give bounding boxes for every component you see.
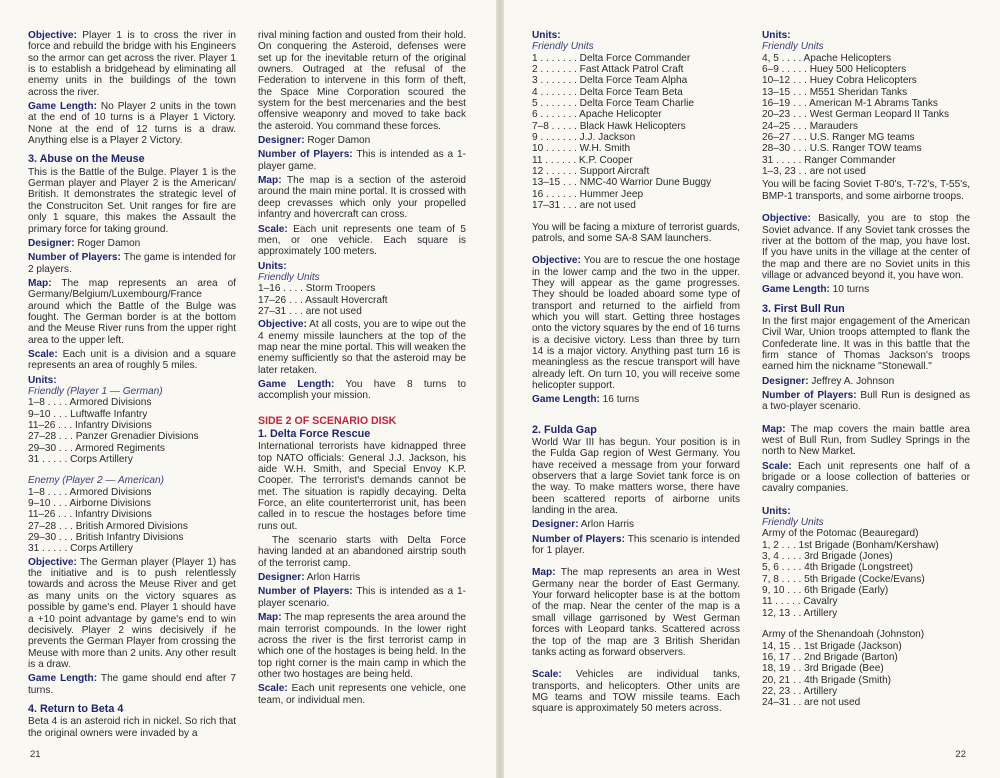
list-item: 1, 2 . . . 1st Brigade (Bonham/Kershaw) — [762, 539, 939, 551]
left-column-1 — [28, 30, 236, 742]
objective-label: Objective: — [532, 255, 581, 267]
objective-text: You are to rescue the one hostage in the lower camp and the two in the upper. They will appear as the game progresses. They should be loaded aboard some type of transport and returned to the airfield from which you will start. Getting three hostages onto the victory squares by the end of 16 turns is a decisive victory. Less than three by turn 14 is a major victory. Anything past turn 16 is meaningless as the rescue transport will have already left. On turn 10, you will receive some helicopter support. — [532, 255, 740, 391]
map-text: The map represents an area in West Germany near the border of East Germany. Your forward helicopter base is at the bottom of the map. Near the center of the map is a small village garrisoned by West German forces with Leopard tanks. Scattered across the top of the map are 3 British Sheridan tanks acting as forward observers. — [532, 567, 740, 658]
scale-text: Vehicles are individual tanks, transports, and helicopters. Other units are MG teams and TOW missile teams. Each square is approximately 50 meters across. — [532, 669, 740, 715]
right-column-2 — [762, 30, 970, 711]
side-2-heading: SIDE 2 OF SCENARIO DISK — [258, 414, 397, 427]
section-title-first-bull-run: 3. First Bull Run — [762, 302, 845, 315]
list-item: 11–26 . . . Infantry Divisions — [28, 420, 152, 431]
scale-label: Scale: — [532, 669, 562, 681]
designer-label: Designer: — [258, 572, 305, 584]
map-text: The map is a section of the asteroid around the main mine portal. It is crossed with deep crevasses which only your propelled infantry and hovercraft can cross. — [258, 175, 466, 221]
players-label: Number of Players: — [762, 389, 857, 401]
list-item: 27–31 . . . are not used — [258, 305, 362, 317]
list-item: 12, 13 . . Artillery — [762, 607, 838, 619]
game-length-label: Game Length: — [28, 673, 98, 685]
designer-label: Designer: — [762, 375, 809, 387]
list-item: 9 . . . . . . . J.J. Jackson — [532, 132, 636, 144]
section-intro: Beta 4 is an asteroid rich in nickel. So rich that the original owners were invaded by a — [28, 716, 236, 739]
right-page — [504, 0, 1000, 778]
unit-list-enemy — [28, 487, 236, 555]
game-length-label: Game Length: — [28, 101, 97, 113]
units-label: Units: — [762, 30, 791, 41]
unit-list-friendly — [762, 53, 970, 178]
list-item: 1–3, 23 . . are not used — [762, 166, 866, 178]
list-item: 3, 4 . . . . 3rd Brigade (Jones) — [762, 551, 893, 563]
list-item: 16–19 . . . American M-1 Abrams Tanks — [762, 98, 938, 110]
list-item: 29–30 . . . British Infantry Divisions — [28, 532, 184, 544]
players-label: Number of Players: — [28, 252, 121, 264]
list-item: 9–10 . . . Luftwaffe Infantry — [28, 408, 148, 420]
list-item: 3 . . . . . . . Delta Force Team Alpha — [532, 75, 688, 87]
list-item: 16 . . . . . . Hummer Jeep — [532, 188, 644, 200]
objective-label: Objective: — [762, 213, 811, 225]
section-intro: In the first major engagement of the American Civil War, Union troops attempted to flank the Confederate line. It was in this battle that the firm stance of Thomas Jackson's troops earned him the nickname "Stonewall." — [762, 315, 970, 373]
section-title-abuse-on-the-meuse: 3. Abuse on the Meuse — [28, 153, 145, 166]
list-item: 4 . . . . . . . Delta Force Team Beta — [532, 86, 683, 98]
list-item: 10 . . . . . . W.H. Smith — [532, 143, 631, 155]
left-page — [0, 0, 496, 778]
list-item: 22, 23 . . Artillery — [762, 685, 838, 697]
designer-label: Designer: — [532, 519, 579, 531]
page-number-right: 22 — [955, 749, 966, 760]
map-label: Map: — [532, 567, 556, 579]
list-item: 11 . . . . . . K.P. Cooper — [532, 154, 633, 166]
friendly-units-label: Friendly Units — [762, 517, 824, 529]
left-column-2 — [258, 30, 466, 709]
list-item: 29–30 . . . Armored Regiments — [28, 442, 165, 454]
scale-label: Scale: — [258, 683, 288, 695]
list-item: 12 . . . . . . Support Aircraft — [532, 166, 650, 178]
list-item: 24–25 . . . Marauders — [762, 120, 858, 132]
players-label: Number of Players: — [532, 533, 625, 545]
facing-text: You will be facing a mixture of terrorist guards, patrols, and some SA-8 SAM launchers. — [532, 221, 740, 244]
list-item: 10–12 . . . Huey Cobra Helicopters — [762, 75, 917, 87]
scale-text: Each unit represents one team of 5 men, or one vehicle. Each square is approximately 100 meters. — [258, 223, 466, 258]
players-text: The game is intended for 2 players. — [28, 252, 236, 275]
list-item: 1–16 . . . . Storm Troopers — [258, 283, 376, 295]
unit-list-friendly — [28, 397, 236, 465]
friendly-units-label: Friendly Units — [532, 41, 594, 53]
section-intro: International terrorists have kidnapped three top NATO officials: General J.J. Jackson, his aide W.H. Smith, and Special Envoy K.P. Cooper. The terrorist's demands cannot be met. The situation is rapidly decaying. Delta Force, an elite counterterrorist unit, has been called in to rescue the hostages before time runs out. — [258, 441, 466, 532]
players-text: Bull Run is designed as a two-player scenario. — [762, 389, 971, 413]
game-length-label: Game Length: — [258, 378, 335, 390]
scale-text: Each unit represents one vehicle, one team, or individual men. — [258, 683, 466, 706]
right-column-1 — [532, 30, 740, 718]
map-label: Map: — [762, 423, 786, 435]
section-title-return-to-beta-4: 4. Return to Beta 4 — [28, 702, 124, 715]
objective-text: At all costs, you are to wipe out the 4 enemy missile launchers at the top of the map near the mine portal. This will weaken the enemy sufficiently so that the asteroid may be later retaken. — [258, 319, 466, 376]
list-item: 24–31 . . are not used — [762, 697, 861, 709]
units-label: Units: — [258, 260, 287, 272]
map-label: Map: — [28, 277, 52, 289]
scale-text: Each unit is a division and a square represents an area of roughly 5 miles. — [28, 348, 236, 372]
designer-text: Jeffrey A. Johnson — [808, 375, 895, 387]
list-item: 4, 5 . . . . Apache Helicopters — [762, 52, 892, 64]
designer-text: Arlon Harris — [578, 519, 635, 531]
objective-text: Player 1 is to cross the river in force and rebuild the bridge with his Engineers so the armor can get across the river. Player 1 is to establish a bridgehead by eliminating all enemy units in the buildings of the town across the river. — [28, 30, 236, 98]
facing-text: You will be facing Soviet T-80's, T-72's, T-55's, BMP-1 transports, and some airborne troops. — [762, 179, 970, 202]
designer-text: Roger Damon — [304, 135, 371, 147]
scale-text: Each unit represents one half of a brigade or a loose collection of batteries or cavalry companies. — [762, 460, 970, 495]
section-intro: World War III has begun. Your position is in the Fulda Gap region of West Germany. You have received a message from your forward observers that a large Soviet tank force is on the way. To make matters worse, there have been scattered reports of airborne units landing in the area. — [532, 437, 740, 517]
list-item: 6 . . . . . . . Apache Helicopter — [532, 109, 662, 121]
section-intro: This is the Battle of the Bulge. Player 1 is the German player and Player 2 is the American/ British. It demonstrates the strategic level of the Construciton Set. Unit ranges for fire are only 1 square, this makes the Assault the primary force for taking ground. — [28, 166, 236, 235]
list-item: 31 . . . . . Corps Artillery — [28, 454, 133, 466]
scale-label: Scale: — [258, 223, 288, 235]
objective-label: Objective: — [28, 556, 77, 568]
list-item: 11–26 . . . Infantry Divisions — [28, 509, 152, 521]
game-length-text: No Player 2 units in the town at the end of 10 turns is a Player 1 Victory. None at the end of 12 turns is a draw. Anything else is a Player 2 Victory. — [28, 101, 236, 147]
unit-list-shenandoah — [762, 641, 970, 709]
unit-list-friendly — [532, 53, 740, 212]
list-item: 27–28 . . . Panzer Grenadier Divisions — [28, 431, 199, 443]
game-length-text: The game should end after 7 turns. — [28, 673, 237, 696]
list-item: 26–27 . . . U.S. Ranger MG teams — [762, 132, 915, 144]
designer-label: Designer: — [28, 237, 75, 249]
list-item: 13–15 . . . M551 Sheridan Tanks — [762, 86, 908, 98]
scale-label: Scale: — [762, 460, 792, 472]
game-length-text: 16 turns — [599, 394, 640, 406]
game-length-label: Game Length: — [532, 394, 600, 406]
list-item: 17–26 . . . Assault Hovercraft — [258, 294, 388, 306]
designer-text: Arlon Harris — [304, 572, 361, 584]
list-item: 5 . . . . . . . Delta Force Team Charlie — [532, 98, 694, 110]
list-item: 20, 21 . . 4th Brigade (Smith) — [762, 674, 892, 686]
list-item: 1–8 . . . . Armored Divisions — [28, 486, 152, 498]
players-text: This scenario is intended for 1 player. — [532, 533, 740, 557]
objective-text: The German player (Player 1) has the initiative and is to push relentlessly towards and across the Meuse River and get as many units on the victory squares as possible by game's end. Player 1 should have a +10 point advantage by game's end to win decisively. Player 2 wins decisively if he prevents the German Player from crossing the Meuse with more than 2 units. Any other result is a draw. — [28, 556, 236, 670]
list-item: 31 . . . . . Ranger Commander — [762, 154, 896, 166]
friendly-units-label: Friendly Units — [762, 41, 824, 53]
list-item: 31 . . . . . Corps Artillery — [28, 543, 133, 555]
list-item: 14, 15 . . 1st Brigade (Jackson) — [762, 640, 902, 652]
army-potomac-label: Army of the Potomac (Beauregard) — [762, 528, 919, 540]
list-item: 6–9 . . . . . Huey 500 Helicopters — [762, 64, 907, 76]
unit-list-potomac — [762, 540, 970, 619]
page-gutter — [496, 0, 504, 778]
list-item: 11 . . . . . Cavalry — [762, 596, 838, 608]
list-item: 9, 10 . . . 6th Brigade (Early) — [762, 585, 889, 597]
list-item: 1–8 . . . . Armored Divisions — [28, 397, 152, 409]
friendly-units-label: Friendly Units — [258, 271, 320, 283]
map-label: Map: — [258, 175, 282, 187]
units-label: Units: — [532, 30, 561, 41]
list-item: 1 . . . . . . . Delta Force Commander — [532, 52, 691, 64]
objective-text: Basically, you are to stop the Soviet advance. If any Soviet tank crosses the river at the bottom of the map, you have lost. If you have units in the village at the center of the map and there are no Soviet units in this village or advanced beyond it, you have won. — [762, 213, 970, 281]
designer-label: Designer: — [258, 135, 305, 147]
list-item: 9–10 . . . Airborne Divisions — [28, 498, 151, 510]
list-item: 13–15 . . . NMC-40 Warrior Dune Buggy — [532, 177, 712, 189]
army-shenandoah-label: Army of the Shenandoah (Johnston) — [762, 629, 925, 641]
list-item: 28–30 . . . U.S. Ranger TOW teams — [762, 143, 922, 155]
list-item: 5, 6 . . . . 4th Brigade (Longstreet) — [762, 562, 913, 574]
map-text: The map represents an area of Germany/Belgium/Luxembourg/France around which the Battle of the Bulge was fought. The German border is at the bottom and the Meuse River runs from the upper right area to the upper left. — [28, 277, 236, 346]
units-label: Units: — [762, 505, 791, 517]
players-label: Number of Players: — [258, 149, 353, 161]
enemy-units-label: Enemy (Player 2 — American) — [28, 475, 164, 487]
list-item: 7–8 . . . . . Black Hawk Helicopters — [532, 120, 686, 132]
map-text: The map covers the main battle area west of Bull Run, from Sudley Springs in the north to New Market. — [762, 423, 970, 458]
players-label: Number of Players: — [258, 586, 353, 598]
list-item: 2 . . . . . . . Fast Attack Patrol Craft — [532, 64, 684, 76]
objective-label: Objective: — [28, 30, 77, 41]
list-item: 16, 17 . . 2nd Brigade (Barton) — [762, 651, 898, 663]
game-length-text: 10 turns — [829, 284, 870, 296]
unit-list-friendly — [258, 283, 466, 317]
map-label: Map: — [258, 612, 282, 624]
objective-label: Objective: — [258, 319, 307, 331]
page-number-left: 21 — [30, 749, 41, 760]
game-length-text: You have 8 turns to accomplish your mission. — [258, 378, 466, 402]
units-label: Units: — [28, 374, 57, 386]
continued-text: rival mining faction and ousted from their hold. On conquering the Asteroid, defenses were set up for the inevitable return of the original owners. Outraged at the refusal of the Federation to intervene in this form of theft, the Space Mine Corporation scoured the system for the best mercenaries and the best offensive weaponry and moved to take back the asteroid. You command these forces. — [258, 30, 466, 132]
players-text: This is intended as a 1-player game. — [258, 149, 466, 172]
section-intro-2: The scenario starts with Delta Force having landed at an abandoned airstrip south of the terrorist camp. — [258, 535, 466, 569]
section-title-delta-force-rescue: 1. Delta Force Rescue — [258, 428, 371, 440]
scale-label: Scale: — [28, 348, 58, 360]
map-text: The map represents the area around the main terrorist compounds. In the lower right across the river is the first terrorist camp in which one of the hostages is being held. In the top right corner is the main camp in which the other two hostages are being held. — [258, 612, 466, 680]
list-item: 27–28 . . . British Armored Divisions — [28, 520, 188, 532]
section-title-fulda-gap: 2. Fulda Gap — [532, 423, 597, 436]
designer-text: Roger Damon — [74, 237, 141, 249]
players-text: This is intended as a 1-player scenario. — [258, 586, 466, 609]
friendly-units-label: Friendly (Player 1 — German) — [28, 385, 163, 397]
list-item: 18, 19 . . 3rd Brigade (Bee) — [762, 663, 884, 675]
list-item: 20–23 . . . West German Leopard II Tanks — [762, 109, 950, 121]
game-length-label: Game Length: — [762, 284, 830, 296]
list-item: 17–31 . . . are not used — [532, 200, 636, 212]
list-item: 7, 8 . . . . 5th Brigade (Cocke/Evans) — [762, 573, 925, 585]
